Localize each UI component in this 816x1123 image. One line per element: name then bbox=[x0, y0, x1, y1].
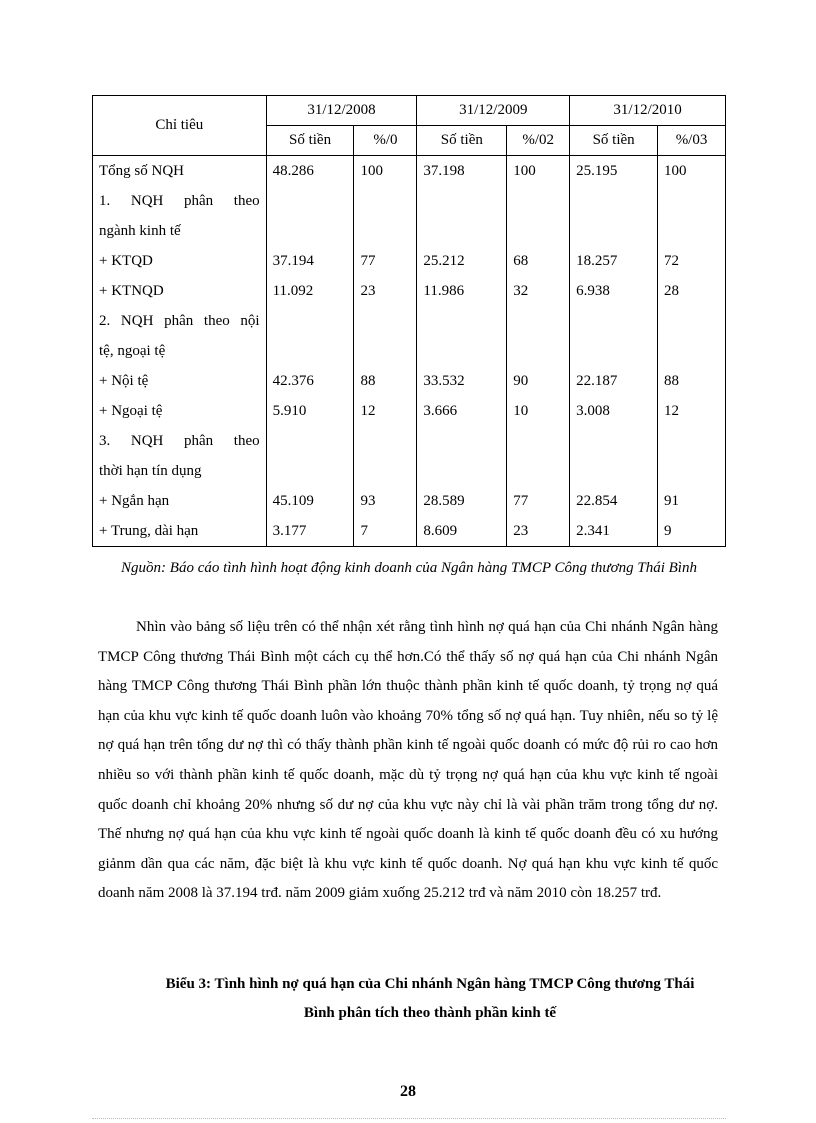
header-year-2008: 31/12/2008 bbox=[266, 96, 417, 126]
body-paragraph: Nhìn vào bảng số liệu trên có thể nhận xét rằng tình hình nợ quá hạn của Chi nhánh Ngân hàng TMCP Công thương Thái Bình một cách cụ thể hơn.Có thể thấy số nợ quá hạn của Chi nhánh Ngân hàng TMCP Công thương Thái Bình phần lớn thuộc thành phần kinh tế quốc doanh, tỷ trọng nợ quá hạn của khu vực kinh tế quốc doanh luôn vào khoảng 70% tổng số nợ quá hạn. Tuy nhiên, nếu so tỷ lệ nợ quá hạn trên tổng dư nợ thì có thấy thành phần kinh tế ngoài quốc doanh có mức độ rủi ro cao hơn nhiều so với thành phần kinh tế quốc doanh, mặc dù tỷ trọng nợ quá hạn của khu vực kinh tế ngoài quốc doanh chỉ khoảng 20% nhưng số dư nợ của khu vực này chỉ là vài phần trăm trong tổng dư nợ. Thế nhưng nợ quá hạn của khu vực kinh tế ngoài quốc doanh là kinh tế quốc doanh đều có xu hướng giảnm dần qua các năm, đặc biệt là khu vực kinh tế quốc doanh. Nợ quá hạn khu vực kinh tế quốc doanh năm 2008 là 37.194 trđ. năm 2009 giảm xuống 25.212 trđ và năm 2010 còn 18.257 trđ. bbox=[98, 619, 718, 902]
overdue-debt-table bbox=[92, 95, 726, 547]
table-row bbox=[93, 396, 726, 426]
row-value: 6.938 bbox=[570, 276, 658, 306]
table-row bbox=[93, 276, 726, 306]
row-value bbox=[658, 336, 726, 366]
row-value: 33.532 bbox=[417, 366, 507, 396]
row-value: 12 bbox=[658, 396, 726, 426]
row-value: 91 bbox=[658, 486, 726, 516]
header-year-2009: 31/12/2009 bbox=[417, 96, 570, 126]
row-value bbox=[354, 186, 417, 216]
table-row bbox=[93, 456, 726, 486]
row-value: 72 bbox=[658, 246, 726, 276]
row-value bbox=[507, 306, 570, 336]
subheader-amount: Số tiền bbox=[417, 126, 507, 156]
header-year-2010: 31/12/2010 bbox=[570, 96, 726, 126]
row-value: 3.666 bbox=[417, 396, 507, 426]
row-value bbox=[658, 306, 726, 336]
row-value bbox=[507, 456, 570, 486]
row-value: 77 bbox=[507, 486, 570, 516]
table-row bbox=[93, 156, 726, 187]
row-value bbox=[570, 216, 658, 246]
row-value: 11.986 bbox=[417, 276, 507, 306]
table-row bbox=[93, 426, 726, 456]
source-note: Nguồn: Báo cáo tình hình hoạt động kinh doanh của Ngân hàng TMCP Công thương Thái Bình bbox=[121, 560, 697, 576]
row-value: 3.177 bbox=[266, 516, 354, 547]
row-value: 25.212 bbox=[417, 246, 507, 276]
row-value: 68 bbox=[507, 246, 570, 276]
row-value: 77 bbox=[354, 246, 417, 276]
row-value: 12 bbox=[354, 396, 417, 426]
row-value bbox=[266, 306, 354, 336]
row-value: 88 bbox=[658, 366, 726, 396]
row-label: + KTQD bbox=[93, 246, 267, 276]
row-value bbox=[658, 186, 726, 216]
row-value: 37.194 bbox=[266, 246, 354, 276]
row-label: 2. NQH phân theo nội bbox=[93, 306, 267, 336]
row-value: 8.609 bbox=[417, 516, 507, 547]
footer-divider bbox=[92, 1118, 726, 1119]
row-value bbox=[417, 426, 507, 456]
table-row bbox=[93, 306, 726, 336]
row-value bbox=[507, 336, 570, 366]
row-value: 42.376 bbox=[266, 366, 354, 396]
row-value bbox=[570, 306, 658, 336]
row-value bbox=[658, 456, 726, 486]
row-value bbox=[266, 426, 354, 456]
table-row bbox=[93, 366, 726, 396]
row-value: 23 bbox=[354, 276, 417, 306]
row-value bbox=[570, 186, 658, 216]
row-value: 18.257 bbox=[570, 246, 658, 276]
row-label: + Ngắn hạn bbox=[93, 486, 267, 516]
row-value: 100 bbox=[507, 156, 570, 187]
row-value bbox=[354, 336, 417, 366]
row-label: + KTNQD bbox=[93, 276, 267, 306]
row-value bbox=[658, 426, 726, 456]
table-row bbox=[93, 486, 726, 516]
row-label: + Ngoại tệ bbox=[93, 396, 267, 426]
row-value bbox=[507, 216, 570, 246]
row-value bbox=[417, 216, 507, 246]
row-value bbox=[354, 456, 417, 486]
row-value: 2.341 bbox=[570, 516, 658, 547]
row-value bbox=[266, 216, 354, 246]
row-value bbox=[266, 186, 354, 216]
page-number: 28 bbox=[400, 1083, 416, 1100]
table-row bbox=[93, 186, 726, 216]
row-label: Tổng số NQH bbox=[93, 156, 267, 187]
subheader-percent: %/03 bbox=[658, 126, 726, 156]
row-value: 3.008 bbox=[570, 396, 658, 426]
header-criteria: Chỉ tiêu bbox=[93, 96, 267, 156]
row-value bbox=[417, 456, 507, 486]
row-value: 90 bbox=[507, 366, 570, 396]
table-row bbox=[93, 336, 726, 366]
row-value bbox=[354, 426, 417, 456]
row-value: 32 bbox=[507, 276, 570, 306]
table-row bbox=[93, 246, 726, 276]
row-value: 37.198 bbox=[417, 156, 507, 187]
row-label: thời hạn tín dụng bbox=[93, 456, 267, 486]
subheader-percent: %/02 bbox=[507, 126, 570, 156]
chart-caption: Biểu 3: Tình hình nợ quá hạn của Chi nhánh Ngân hàng TMCP Công thương Thái Bình phân tích theo thành phần kinh tế bbox=[165, 976, 695, 1021]
row-label: ngành kinh tế bbox=[93, 216, 267, 246]
table-row bbox=[93, 516, 726, 547]
row-value: 28 bbox=[658, 276, 726, 306]
subheader-amount: Số tiền bbox=[266, 126, 354, 156]
row-value: 11.092 bbox=[266, 276, 354, 306]
row-value: 48.286 bbox=[266, 156, 354, 187]
row-label: tệ, ngoại tệ bbox=[93, 336, 267, 366]
row-value: 23 bbox=[507, 516, 570, 547]
row-value bbox=[507, 426, 570, 456]
table-row bbox=[93, 216, 726, 246]
row-value bbox=[266, 456, 354, 486]
row-value: 93 bbox=[354, 486, 417, 516]
row-value bbox=[570, 456, 658, 486]
row-value: 45.109 bbox=[266, 486, 354, 516]
row-label: + Nội tệ bbox=[93, 366, 267, 396]
row-value bbox=[417, 336, 507, 366]
row-value: 25.195 bbox=[570, 156, 658, 187]
row-value: 7 bbox=[354, 516, 417, 547]
row-value bbox=[658, 216, 726, 246]
subheader-percent: %/0 bbox=[354, 126, 417, 156]
row-value bbox=[354, 306, 417, 336]
row-value bbox=[507, 186, 570, 216]
row-value bbox=[570, 336, 658, 366]
row-value bbox=[417, 186, 507, 216]
table-body bbox=[93, 156, 726, 547]
subheader-amount: Số tiền bbox=[570, 126, 658, 156]
row-value bbox=[570, 426, 658, 456]
row-value: 28.589 bbox=[417, 486, 507, 516]
row-label: + Trung, dài hạn bbox=[93, 516, 267, 547]
row-value: 5.910 bbox=[266, 396, 354, 426]
row-value: 100 bbox=[658, 156, 726, 187]
row-label: 1. NQH phân theo bbox=[93, 186, 267, 216]
row-value: 100 bbox=[354, 156, 417, 187]
row-value: 88 bbox=[354, 366, 417, 396]
row-value bbox=[266, 336, 354, 366]
row-value bbox=[354, 216, 417, 246]
row-value: 22.187 bbox=[570, 366, 658, 396]
row-value bbox=[417, 306, 507, 336]
row-value: 10 bbox=[507, 396, 570, 426]
row-value: 9 bbox=[658, 516, 726, 547]
row-label: 3. NQH phân theo bbox=[93, 426, 267, 456]
row-value: 22.854 bbox=[570, 486, 658, 516]
